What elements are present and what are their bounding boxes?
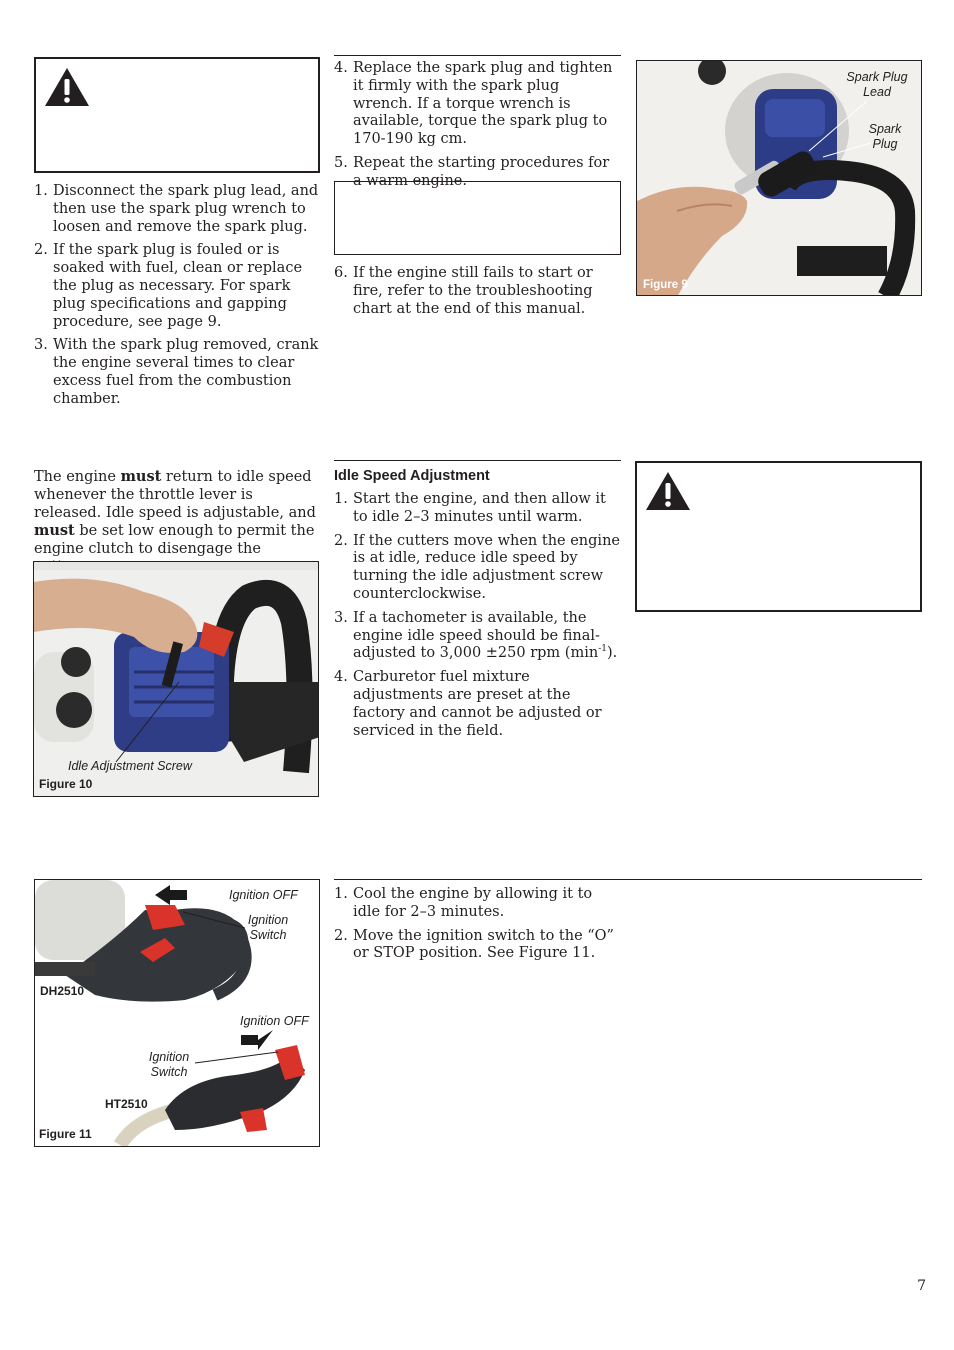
figure-11-label: Figure 11 <box>39 1127 92 1141</box>
idle-speed-heading: Idle Speed Adjustment <box>334 468 490 484</box>
figure-9-label: Figure 9 <box>643 279 688 291</box>
callout-ignition-off-1: Ignition OFF <box>229 888 298 902</box>
figure-10-label: Figure 10 <box>39 777 93 791</box>
warning-triangle-icon <box>43 66 91 108</box>
note-box <box>334 181 621 255</box>
callout-idle-screw: Idle Adjustment Screw <box>68 759 192 773</box>
list-item: 4. Replace the spark plug and tighten it firmly with the spark plug wrench. If a torque wrench is available, torque the spark plug to 170-190 kg cm. <box>334 60 613 148</box>
callout-ignition-switch-2: Ignition Switch <box>148 1050 190 1079</box>
section-rule-mid-3 <box>334 879 922 880</box>
callout-ignition-off-2: Ignition OFF <box>240 1014 309 1028</box>
list-item: 1. Disconnect the spark plug lead, and then use the spark plug wrench to loosen and remove the spark plug. <box>34 183 319 235</box>
list-item: 6. If the engine still fails to start or fire, refer to the troubleshooting chart at the end of this manual. <box>334 265 593 317</box>
list-item: 2. Move the ignition switch to the “O” or STOP position. See Figure 11. <box>334 927 614 962</box>
stopping-steps <box>334 886 621 969</box>
figure-10 <box>33 561 319 797</box>
list-item: 5. Repeat the starting procedures for a warm engine. <box>334 154 610 189</box>
warning-box-1 <box>34 57 320 173</box>
spark-plug-steps-mid-b <box>334 265 621 324</box>
figure-11 <box>34 879 320 1147</box>
callout-ignition-switch-1: Ignition Switch <box>247 913 289 942</box>
figure-9 <box>636 60 922 296</box>
callout-spark-plug: Spark Plug <box>868 122 902 151</box>
page-number: 7 <box>917 1278 926 1294</box>
warning-box-2 <box>635 461 922 612</box>
spark-plug-steps-left <box>34 183 320 415</box>
list-item: 2. If the spark plug is fouled or is soaked with fuel, clean or replace the plug as necessary. For spark plug specifications and gapping procedure, see page 9. <box>34 242 303 330</box>
list-item: 3. If a tachometer is available, the engine idle speed should be final-adjusted to 3,000 ±250 rpm $(\min^{-1})$. <box>334 609 618 662</box>
section-rule-mid-2 <box>334 460 621 461</box>
spark-plug-steps-mid <box>334 60 621 197</box>
list-item: 2. If the cutters move when the engine is at idle, reduce idle speed by turning the idle adjustment screw counterclockwise. <box>334 532 620 602</box>
list-item: 4. Carburetor fuel mixture adjustments are preset at the factory and cannot be adjusted or serviced in the field. <box>334 669 602 739</box>
idle-speed-steps <box>334 491 621 746</box>
model-ht2510: HT2510 <box>105 1097 148 1111</box>
idle-intro-paragraph: The engine must return to idle speed whenever the throttle lever is released. Idle speed is adjustable, and must be set low enough to permit the engine clutch to disengage the <box>34 468 316 558</box>
list-item: 3. With the spark plug removed, crank the engine several times to clear excess fuel from the combustion chamber. <box>34 337 319 407</box>
model-dh2510: DH2510 <box>40 984 85 998</box>
section-rule-mid-1 <box>334 55 621 56</box>
callout-spark-plug-lead: Spark Plug Lead <box>846 70 908 99</box>
warning-triangle-icon <box>644 470 692 512</box>
list-item: 1. Cool the engine by allowing it to idle for 2–3 minutes. <box>334 886 593 920</box>
list-item: 1. Start the engine, and then allow it to idle 2–3 minutes until warm. <box>334 491 606 525</box>
